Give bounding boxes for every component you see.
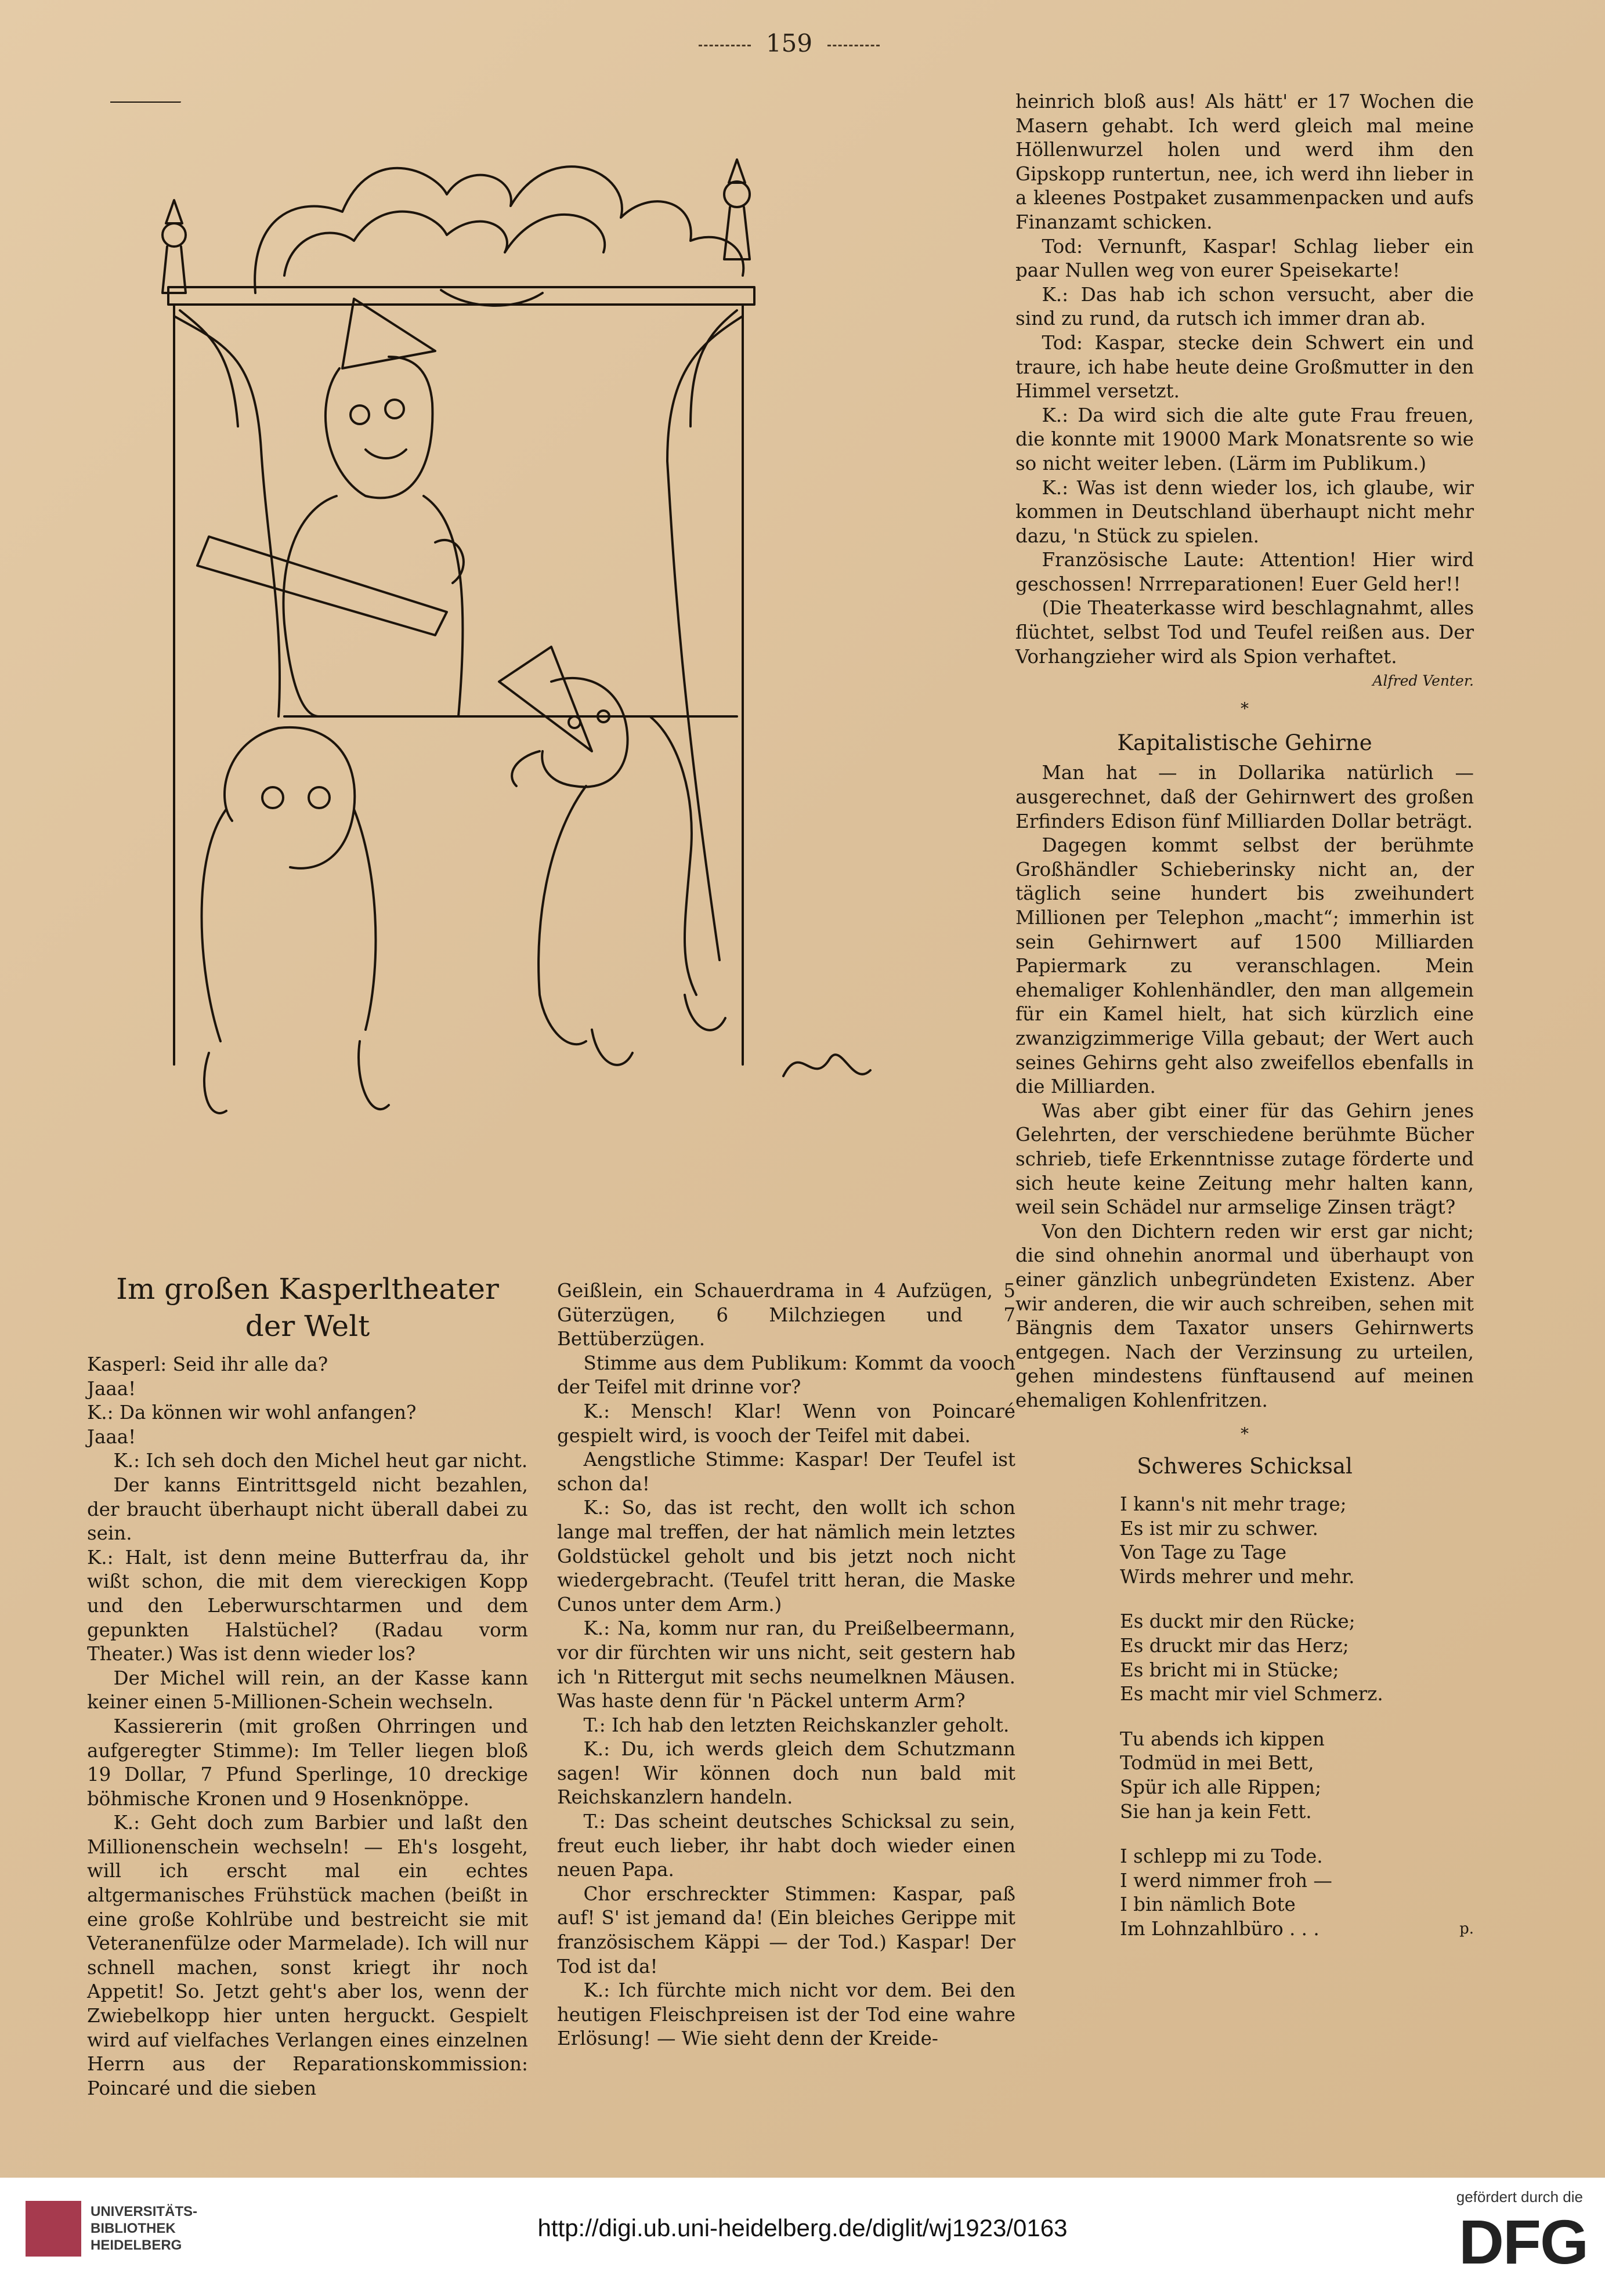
- poem-line: Es ist mir zu schwer.: [1120, 1517, 1318, 1540]
- paragraph: Jaaa!: [87, 1425, 136, 1448]
- paragraph: Tod: Vernunft, Kaspar! Schlag lieber ein paar Nullen weg von eurer Speisekarte!: [1015, 235, 1474, 282]
- poem-line: Von Tage zu Tage: [1120, 1541, 1287, 1564]
- university-logo-icon: [26, 2201, 81, 2257]
- paragraph: Was aber gibt einer für das Gehirn jenes Gelehrten, der verschiedene berühmte Bücher schrieb, tiefe Erkenntnisse zutage förderte und sich heute keine Zeitung mehr halten kann, weil sein Schädel nur armselige Zinsen trägt?: [1015, 1099, 1474, 1219]
- paragraph: K.: Mensch! Klar! Wenn von Poincaré gespielt wird, is vooch der Teifel mit dabei.: [557, 1400, 1015, 1447]
- poem-stanza: [1120, 1728, 1474, 1824]
- poem-line: Im Lohnzahlbüro . . . p.: [1120, 1917, 1474, 1942]
- paragraph: K.: Was ist denn wieder los, ich glaube, wir kommen in Deutschland überhaupt nicht mehr dazu, 'n Stück zu spielen.: [1015, 476, 1474, 547]
- paragraph: K.: Du, ich werds gleich dem Schutzmann sagen! Wir können doch nun bald mit Reichskanzlern handeln.: [557, 1738, 1015, 1809]
- poem-line: Wirds mehrer und mehr.: [1120, 1565, 1355, 1588]
- dfg-logo: DFG: [1459, 2207, 1588, 2277]
- paragraph: K.: Geht doch zum Barbier und laßt den Millionenschein wechseln! — Eh's losgeht, will ich erscht mal ein echtes altgermanisches Frühstück machen (beißt in eine große Kohlrübe und bestreicht sie mit Veteranenfülze oder Marmelade). Ich will nur schnell machen, sonst kriegt ihr noch Appetit! So. Jetzt geht's aber los, wenn der Zwiebelkopp hier unten herguckt. Gespielt wird auf vielfaches Verlangen eines einzelnen Herrn aus der Reparationskommission: Poincaré und die sieben: [87, 1812, 528, 2099]
- paragraph: K.: Das hab ich schon versucht, aber die sind zu rund, da rutsch ich immer dran ab.: [1015, 283, 1474, 330]
- author-signature: Alfred Venter.: [1372, 672, 1474, 690]
- footer-bar: [0, 2178, 1605, 2296]
- column-2: [557, 1279, 1015, 2051]
- poem-stanza: [1120, 1610, 1474, 1706]
- poem-line: Todmüd in mei Bett,: [1120, 1752, 1314, 1774]
- paragraph: T.: Das scheint deutsches Schicksal zu sein, freut euch lieber, ihr habt doch wieder einen neuen Papa.: [557, 1810, 1015, 1881]
- column-3: [1015, 90, 1474, 1942]
- poem-line: I kann's nit mehr trage;: [1120, 1493, 1347, 1516]
- library-name: UNIVERSITÄTS- BIBLIOTHEK HEIDELBERG: [91, 2204, 198, 2253]
- poem-signature: p.: [1459, 1920, 1474, 1938]
- paragraph: Französische Laute: Attention! Hier wird geschossen! Nrrreparationen! Euer Geld her!!: [1015, 549, 1474, 595]
- poem-line: I schlepp mi zu Tode.: [1120, 1845, 1323, 1868]
- poem-stanza: [1120, 1845, 1474, 1941]
- paragraph: Der Michel will rein, an der Kasse kann keiner einen 5-Millionen-Schein wechseln.: [87, 1667, 528, 1714]
- paragraph: Dagegen kommt selbst der berühmte Großhändler Schieberinsky nicht an, der täglich seine hundert bis zweihundert Millionen per Telephon „macht“; immerhin ist sein Gehirnwert auf 1500 Milliarden Papiermark zu veranschlagen. Mein ehemaliger Kohlenhändler, den man allgemein für ein Kamel hielt, hat sich kürzlich eine zwanzigzimmerige Villa gebaut; der Wert auch seines Gehirns geht also zweifellos ebenfalls in die Milliarden.: [1015, 834, 1474, 1098]
- paragraph: K.: So, das ist recht, den wollt ich schon lange mal treffen, der hat nämlich mein letztes Goldstückel geholt und bis jetzt noch nicht wiedergebracht. (Teufel tritt heran, die Maske Cunos unter dem Arm.): [557, 1497, 1015, 1616]
- page-number: 159: [603, 29, 975, 57]
- paragraph: K.: Ich seh doch den Michel heut gar nicht.: [113, 1450, 528, 1472]
- separator-star: *: [1241, 698, 1249, 718]
- poem-line: Es duckt mir den Rücke;: [1120, 1610, 1355, 1633]
- column-1: [87, 1270, 528, 2101]
- poem-line: Es bricht mi in Stücke;: [1120, 1658, 1339, 1681]
- article-title: Im großen Kasperltheater der Welt: [116, 1272, 499, 1343]
- poem-line: Spür ich alle Rippen;: [1120, 1776, 1322, 1798]
- paragraph: K.: Da wird sich die alte gute Frau freuen, die konnte mit 19000 Mark Monatsrente so wie so nicht weiter leben. (Lärm im Publikum.): [1015, 404, 1474, 475]
- poem-line: I bin nämlich Bote: [1120, 1893, 1296, 1916]
- poem-title: Schweres Schicksal: [1137, 1454, 1353, 1479]
- paragraph: K.: Na, komm nur ran, du Preißelbeermann, vor dir fürchten wir uns nicht, seit gestern hab ich 'n Rittergut mit sechs neumelknen Mäusen. Was haste denn für 'n Päckel unterm Arm?: [557, 1617, 1015, 1712]
- separator-star: *: [1241, 1424, 1249, 1444]
- poem: [1015, 1493, 1474, 1942]
- paragraph: Der kanns Eintrittsgeld nicht bezahlen, der braucht überhaupt nicht überall dabei zu sein.: [87, 1473, 528, 1545]
- paragraph: K.: Ich fürchte mich nicht vor dem. Bei den heutigen Fleischpreisen ist der Tod eine wahre Erlösung! — Wie sieht denn der Kreide-: [557, 1979, 1015, 2050]
- paragraph: Kassiererin (mit großen Ohrringen und aufgeregter Stimme): Im Teller liegen bloß 19 Dollar, 7 Pfund Sperlinge, 10 dreckige böhmische Kronen und 9 Hosenknöppe.: [87, 1715, 528, 1810]
- paragraph: Jaaa!: [87, 1377, 136, 1400]
- source-url[interactable]: http://digi.ub.uni-heidelberg.de/diglit/wj1923/0163: [537, 2214, 1068, 2241]
- funded-by-text: gefördert durch die: [1456, 2188, 1583, 2206]
- paragraph: K.: Da können wir wohl anfangen?: [87, 1401, 417, 1424]
- poem-line: Es druckt mir das Herz;: [1120, 1635, 1349, 1657]
- poem-line: I werd nimmer froh —: [1120, 1869, 1332, 1892]
- paragraph: Chor erschreckter Stimmen: Kaspar, paß auf! S' ist jemand da! (Ein bleiches Gerippe mit französischem Käppi — der Tod.) Kaspar! Der Tod ist da!: [557, 1882, 1015, 1978]
- paragraph: T.: Ich hab den letzten Reichskanzler geholt.: [583, 1714, 1010, 1736]
- paragraph: Man hat — in Dollarika natürlich — ausgerechnet, daß der Gehirnwert des großen Erfinders Edison fünf Milliarden Dollar beträgt.: [1015, 762, 1474, 832]
- paragraph: Von den Dichtern reden wir erst gar nicht; die sind ohnehin anormal und überhaupt von einer gänzlich unbegründeten Existenz. Aber wir anderen, die wir auch schreiben, sehen mit Bängnis dem Taxator unsers Gehirnwerts entgegen. Nach der Verzinsung zu urteilen, gehen mindestens fünftausend auf meinen ehemaligen Kohlenfritzen.: [1015, 1220, 1474, 1411]
- paragraph: (Die Theaterkasse wird beschlagnahmt, alles flüchtet, selbst Tod und Teufel reißen aus. Der Vorhangzieher wird als Spion verhaftet.: [1015, 597, 1474, 668]
- poem-stanza: [1120, 1493, 1474, 1589]
- paragraph: heinrich bloß aus! Als hätt' er 17 Wochen die Masern gehabt. Ich werd gleich mal meine Höllenwurzel holen und werd ihm den Gipskopp runtertun, nee, ich werd ihn lieber in a kleenes Postpaket zusammenpacken und aufs Finanzamt schicken.: [1015, 90, 1474, 233]
- paragraph: Kasperl: Seid ihr alle da?: [87, 1353, 328, 1375]
- paragraph: Geißlein, ein Schauerdrama in 4 Aufzügen, 5 Güterzügen, 6 Milchziegen und 7 Bettüberzügen.: [557, 1280, 1015, 1350]
- paragraph: Aengstliche Stimme: Kaspar! Der Teufel ist schon da!: [557, 1448, 1015, 1495]
- poem-line: Es macht mir viel Schmerz.: [1120, 1683, 1383, 1705]
- poem-line: Tu abends ich kippen: [1120, 1728, 1325, 1750]
- paragraph: Stimme aus dem Publikum: Kommt da vooch der Teifel mit drinne vor?: [557, 1352, 1015, 1399]
- article-title-2: Kapitalistische Gehirne: [1117, 730, 1372, 756]
- poem-line: Sie han ja kein Fett.: [1120, 1800, 1312, 1823]
- paragraph: Tod: Kaspar, stecke dein Schwert ein und traure, ich habe heute deine Großmutter in den Himmel versetzt.: [1015, 331, 1474, 403]
- paragraph: K.: Halt, ist denn meine Butterfrau da, ihr wißt schon, die mit dem viereckigen Kopp und den Leberwurschtarmen und dem gepunkten Halstüchel? (Radau vorm Theater.) Was ist denn wieder los?: [87, 1546, 528, 1665]
- kasperl-theater-illustration: [110, 102, 952, 1253]
